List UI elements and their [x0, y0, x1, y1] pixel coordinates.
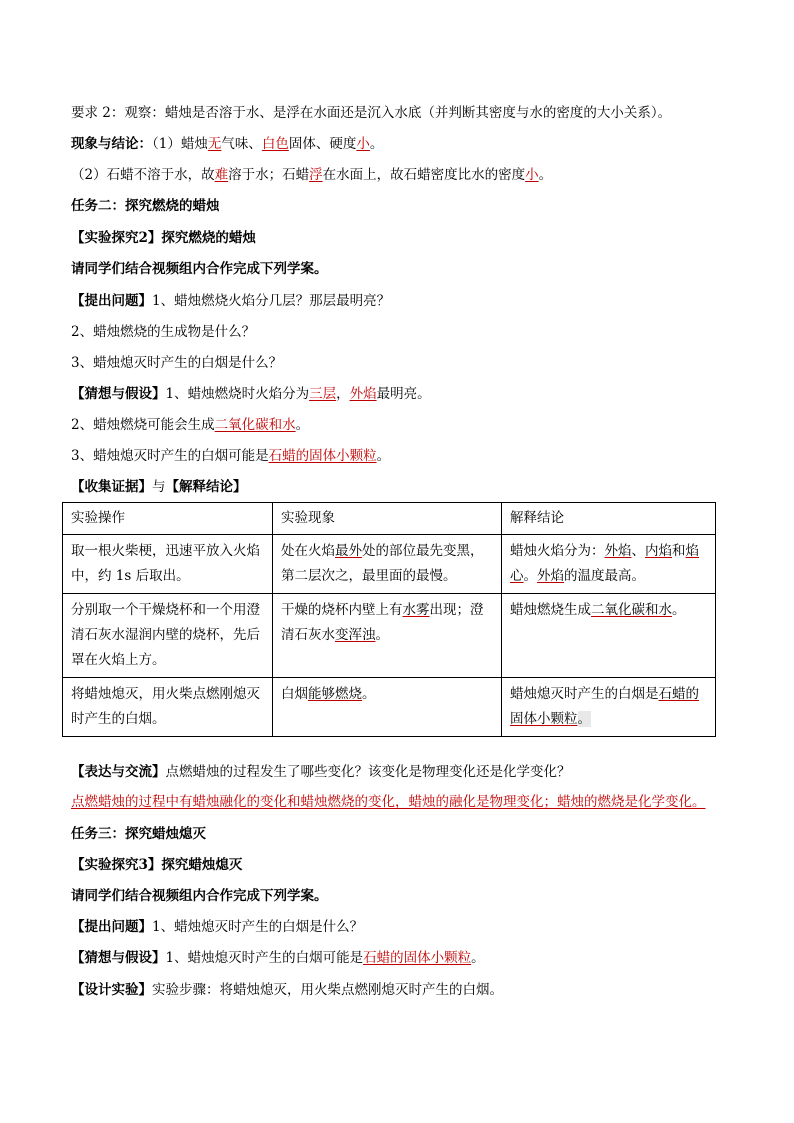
conclusion-cell	[502, 535, 716, 594]
answer-blank: 能够燃烧	[308, 686, 362, 702]
task-2-hypothesis-2	[71, 415, 309, 435]
text-span: 、	[631, 543, 645, 559]
answer-blank: 外焰	[537, 568, 564, 584]
express-question	[71, 762, 571, 782]
express-label: 【表达与交流】	[71, 764, 166, 780]
text-span: 1、蜡烛熄灭时产生的白烟是什么？	[152, 919, 364, 935]
text-span: 干燥的烧杯内壁上有	[281, 602, 403, 618]
answer-blank: 白色	[261, 136, 289, 152]
text-span: 气味、	[221, 136, 262, 152]
text-span: 。	[672, 602, 686, 618]
design-label: 【设计实验】	[71, 982, 152, 998]
task-2-question-1	[71, 291, 390, 311]
answer-blank: 二氧化碳和水	[214, 417, 296, 433]
table-row	[63, 535, 716, 594]
text-span: 白烟	[281, 686, 308, 702]
phenomenon-label: 现象与结论：	[71, 136, 152, 152]
task-2-hypothesis-3	[71, 446, 390, 466]
task-3-hypothesis-1	[71, 948, 485, 968]
answer-blank: 最外	[335, 543, 362, 559]
answer-blank: 无	[207, 136, 222, 152]
question-label: 【提出问题】	[71, 293, 152, 309]
answer-blank: 三层	[309, 386, 337, 402]
express-answer: 点燃蜡烛的过程中有蜡烛融化的变化和蜡烛燃烧的变化，蜡烛的融化是物理变化；蜡烛的燃烧是化学变化。	[71, 794, 706, 810]
task-2-question-3: 3、蜡烛熄灭时产生的白烟是什么？	[71, 355, 283, 371]
task-3-instruction: 请同学们结合视频组内合作完成下列学案。	[71, 888, 328, 904]
text-span: 2、蜡烛燃烧可能会生成	[71, 417, 215, 433]
experiment-2-title: 【实验探究2】探究燃烧的蜡烛	[71, 230, 256, 246]
answer-blank: 石蜡的固体小颗粒	[363, 950, 472, 966]
answer-blank: 水雾	[402, 602, 430, 618]
text-span: 1、蜡烛熄灭时产生的白烟可能是	[165, 950, 364, 966]
text-span: 蜡烛燃烧生成	[510, 602, 591, 618]
requirement-2-text: 要求 2：观察：蜡烛是否溶于水、是浮在水面还是沉入水底（并判断其密度与水的密度的大小关系）。	[71, 105, 672, 121]
text-span: 和	[672, 543, 686, 559]
answer-blank: 内焰	[645, 543, 672, 559]
requirement-2	[71, 103, 671, 123]
text-span: 处在火焰	[281, 543, 335, 559]
operation-cell: 取一根火柴梗，迅速平放入火焰中，约 1s 后取出。	[63, 535, 273, 594]
header-operation: 实验操作	[63, 503, 273, 535]
phenomenon-line-1	[71, 134, 383, 154]
phenomenon-cell	[273, 594, 502, 678]
answer-blank: 石蜡的固体小颗粒	[268, 448, 377, 464]
conclusion-cell	[502, 594, 716, 678]
evidence-heading	[71, 477, 247, 497]
task-2-title: 任务二：探究燃烧的蜡烛	[71, 198, 220, 214]
text-span: 在水面上，故石蜡密度比水的密度	[322, 167, 526, 183]
answer-blank: 二氧化碳和水	[591, 602, 672, 618]
hypothesis-label: 【猜想与假设】	[71, 950, 166, 966]
text-span: 点燃蜡烛的过程发生了哪些变化？该变化是物理变化还是化学变化？	[165, 764, 571, 780]
question-label: 【提出问题】	[71, 919, 152, 935]
text-span: （1）蜡烛	[152, 136, 208, 152]
text-span: 。	[375, 627, 389, 643]
text-span: 。	[471, 950, 485, 966]
operation-cell: 将蜡烛熄灭，用火柴点燃刚熄灭时产生的白烟。	[63, 678, 273, 737]
text-span: （2）石蜡不溶于水，故	[71, 167, 215, 183]
answer-blank: 变浑浊	[335, 627, 376, 643]
header-phenomenon: 实验现象	[273, 503, 502, 535]
conclusion-cell	[502, 678, 716, 737]
answer-blank: 难	[214, 167, 229, 183]
text-span: ，	[336, 386, 350, 402]
evidence-label: 【收集证据】	[71, 479, 152, 495]
text-span: 最明亮。	[376, 386, 431, 402]
table-row	[63, 678, 716, 737]
text-span: 。	[376, 448, 391, 464]
operation-cell: 分别取一个干燥烧杯和一个用澄清石灰水湿润内壁的烧杯，先后罩在火焰上方。	[63, 594, 273, 678]
text-span: 与	[152, 479, 166, 495]
task-3-title: 任务三：探究蜡烛熄灭	[71, 826, 206, 842]
phenomenon-cell	[273, 678, 502, 737]
phenomenon-cell	[273, 535, 502, 594]
answer-blank: 浮	[309, 167, 323, 183]
hypothesis-label: 【猜想与假设】	[71, 386, 166, 402]
text-span: 。	[362, 686, 376, 702]
text-span: 。	[523, 568, 537, 584]
text-span: 。	[538, 167, 553, 183]
text-span: 蜡烛火焰分为：	[510, 543, 605, 559]
task-2-question-2: 2、蜡烛燃烧的生成物是什么？	[71, 324, 256, 340]
text-span: 。	[577, 711, 591, 727]
text-span: 。	[369, 136, 384, 152]
table-header-row	[63, 503, 716, 535]
experiment-table	[62, 502, 716, 737]
text-span: 的温度最高。	[564, 568, 645, 584]
task-2-hypothesis-1	[71, 384, 431, 404]
header-conclusion: 解释结论	[502, 503, 716, 535]
task-2-instruction: 请同学们结合视频组内合作完成下列学案。	[71, 261, 328, 277]
phenomenon-line-2	[71, 165, 552, 185]
text-span: 1、蜡烛燃烧时火焰分为	[165, 386, 310, 402]
text-span: 1、蜡烛燃烧火焰分几层？那层最明亮？	[152, 293, 391, 309]
text-span: 。	[295, 417, 310, 433]
text-span: 实验步骤：将蜡烛熄灭，用火柴点燃刚熄灭时产生的白烟。	[152, 982, 503, 998]
text-span: 出现；澄清石灰水	[281, 602, 484, 643]
text-span: 处的部位最先变黑，第二层次之，最里面的最慢。	[281, 543, 484, 584]
experiment-3-title: 【实验探究3】探究蜡烛熄灭	[71, 857, 243, 873]
answer-blank: 焰心	[510, 543, 699, 584]
text-span: 3、蜡烛熄灭时产生的白烟可能是	[71, 448, 269, 464]
answer-blank: 小	[525, 167, 539, 183]
conclusion-label: 【解释结论】	[165, 479, 247, 495]
answer-blank: 石蜡的固体小颗粒	[510, 686, 699, 727]
answer-blank: 外焰	[604, 543, 632, 559]
text-span: 固体、硬度	[288, 136, 357, 152]
text-span: 蜡烛熄灭时产生的白烟是	[510, 686, 659, 702]
task-3-design	[71, 980, 503, 1000]
task-3-question-1	[71, 917, 363, 937]
text-span: 溶于水；石蜡	[228, 167, 310, 183]
answer-blank: 外焰	[349, 386, 377, 402]
answer-blank: 小	[356, 136, 370, 152]
table-row	[63, 594, 716, 678]
